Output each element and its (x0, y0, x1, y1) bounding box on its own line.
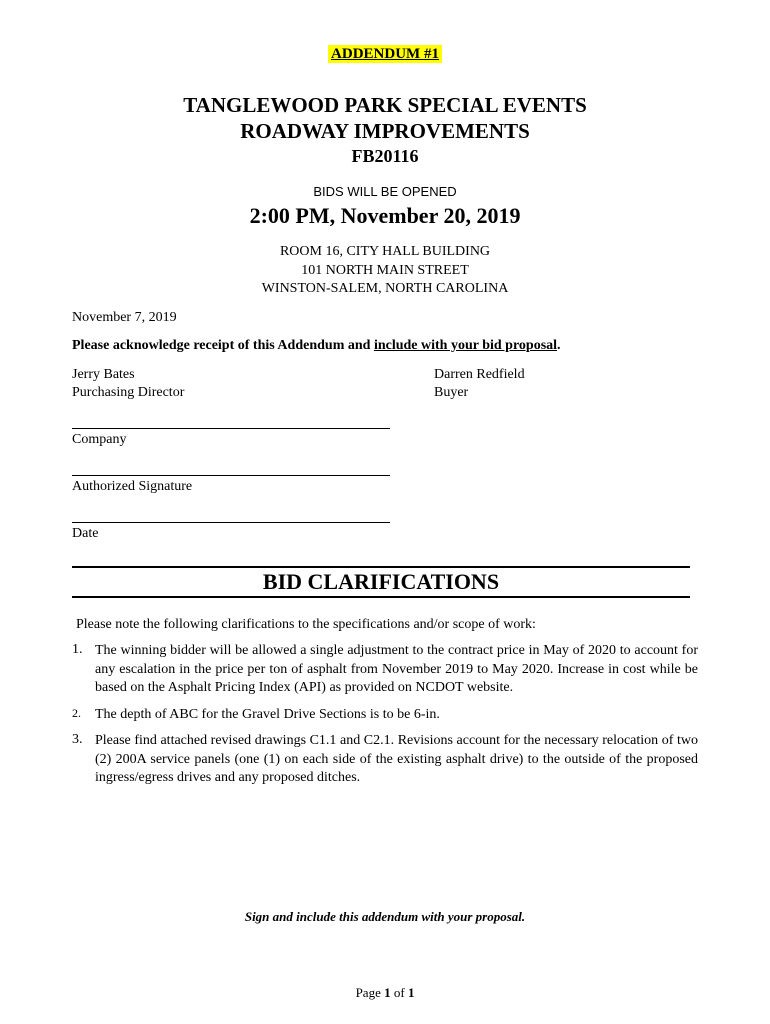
title-line-2: ROADWAY IMPROVEMENTS (240, 119, 530, 143)
signer-left (72, 366, 184, 402)
signer-right-title: Buyer (434, 385, 469, 400)
company-label: Company (72, 432, 127, 447)
signer-right (434, 366, 525, 402)
item-text: Please find attached revised drawings C1.1 and C2.1. Revisions account for the necessary relocation of two (2) 200A service panels (one (1) on each side of the existing asphalt drive) to the outside of the proposed ingress/egress drives and any proposed ditches. (95, 733, 698, 785)
address-block (0, 243, 770, 299)
address-line-2: 101 NORTH MAIN STREET (301, 262, 469, 278)
list-item (72, 732, 698, 788)
address-line-1: ROOM 16, CITY HALL BUILDING (279, 244, 491, 259)
company-line[interactable] (72, 428, 390, 429)
bid-opening-datetime: 2:00 PM, November 20, 2019 (249, 203, 521, 228)
addendum-label: ADDENDUM #1 (0, 46, 770, 63)
item-number: 3. (72, 732, 83, 747)
clarifications-list (72, 642, 698, 796)
item-number: 2. (72, 705, 81, 720)
clarifications-heading: BID CLARIFICATIONS (262, 569, 500, 594)
title-line-1: TANGLEWOOD PARK SPECIAL EVENTS (183, 93, 587, 117)
address-line-3: WINSTON-SALEM, NORTH CAROLINA (261, 281, 509, 296)
heading-rule-bottom (72, 596, 690, 598)
item-text: The winning bidder will be allowed a single adjustment to the contract price in May of 2020 to account for any escalation in the price per ton of asphalt from November 2019 to May 2020. Increase in cost while be based on the Asphalt Pricing Index (API) as provided on NCDOT website. (95, 643, 698, 695)
signer-left-name: Jerry Bates (72, 367, 135, 382)
signer-left-title: Purchasing Director (72, 385, 185, 400)
clarifications-intro: Please note the following clarifications to the specifications and/or scope of work: (76, 617, 536, 632)
item-number: 1. (72, 642, 83, 657)
sign-instruction: Sign and include this addendum with your proposal. (244, 909, 526, 924)
date-label: Date (72, 526, 99, 541)
document-title (0, 92, 770, 144)
acknowledge-instruction: Please acknowledge receipt of this Addendum and include with your bid proposal. (72, 338, 561, 353)
signature-label: Authorized Signature (72, 479, 193, 494)
date-line[interactable] (72, 522, 390, 523)
bids-opened-label: BIDS WILL BE OPENED (313, 184, 457, 199)
item-text: The depth of ABC for the Gravel Drive Sections is to be 6-in. (95, 706, 440, 722)
signature-line[interactable] (72, 475, 390, 476)
list-item (72, 642, 698, 698)
heading-rule-top (72, 566, 690, 568)
list-item (72, 706, 698, 725)
bid-number: FB20116 (351, 146, 419, 166)
page-number: Page 1 of 1 (355, 985, 415, 1000)
signer-right-name: Darren Redfield (434, 367, 525, 382)
issue-date: November 7, 2019 (72, 310, 177, 325)
